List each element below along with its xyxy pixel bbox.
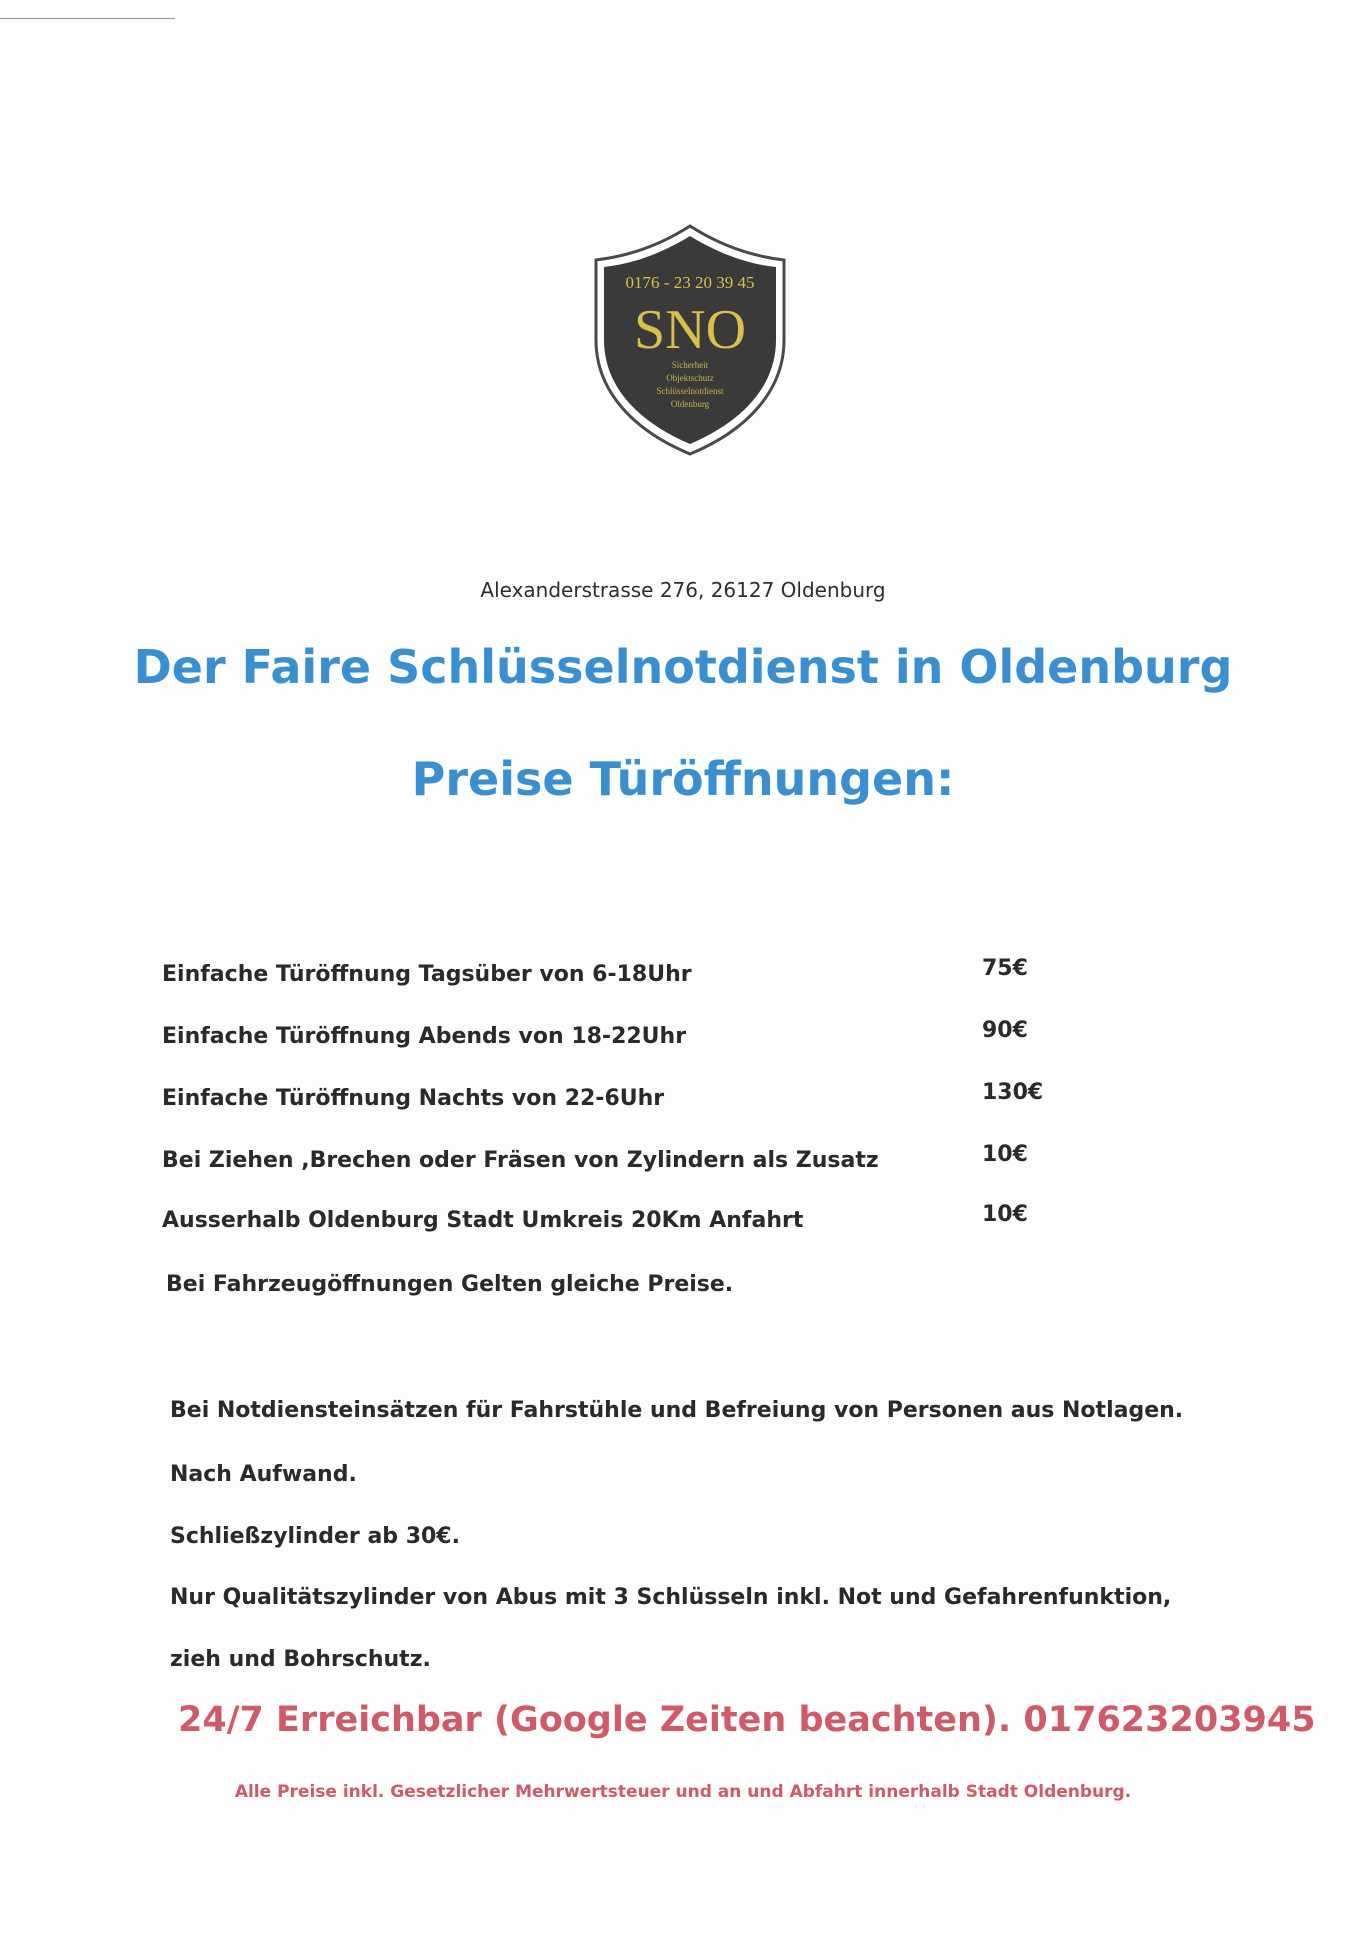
availability-phone: 24/7 Erreichbar (Google Zeiten beachten). 017623203945 <box>178 1700 1316 1740</box>
address: Alexanderstrasse 276, 26127 Oldenburg <box>480 578 886 602</box>
price-value: 130€ <box>982 1080 1044 1105</box>
logo-line-3: Schlüsselnotdienst <box>656 386 724 396</box>
scan-edge-line <box>0 18 175 19</box>
price-value: 10€ <box>982 1142 1028 1167</box>
price-row <box>162 956 1042 1002</box>
logo-initials: SNO <box>633 299 747 361</box>
logo-line-2: Objektschutz <box>666 373 714 383</box>
note-line: Schließzylinder ab 30€. <box>170 1524 460 1549</box>
price-section-title: Preise Türöffnungen: <box>411 752 955 806</box>
price-row <box>162 1202 1042 1248</box>
note-line: Bei Notdiensteinsätzen für Fahrstühle und Befreiung von Personen aus Notlagen. <box>170 1398 1184 1423</box>
logo-line-1: Sicherheit <box>671 360 709 370</box>
page-title: Der Faire Schlüsselnotdienst in Oldenburg <box>133 640 1233 694</box>
price-label: Einfache Türöffnung Tagsüber von 6-18Uhr <box>162 962 692 987</box>
note-line: Nur Qualitätszylinder von Abus mit 3 Schlüsseln inkl. Not und Gefahrenfunktion, <box>170 1585 1172 1610</box>
logo-phone: 0176 - 23 20 39 45 <box>625 273 755 292</box>
vehicle-note: Bei Fahrzeugöffnungen Gelten gleiche Preise. <box>166 1272 734 1297</box>
price-label: Einfache Türöffnung Nachts von 22-6Uhr <box>162 1086 665 1111</box>
footnote: Alle Preise inkl. Gesetzlicher Mehrwertsteuer und an und Abfahrt innerhalb Stadt Oldenburg. <box>234 1782 1132 1802</box>
price-label: Bei Ziehen ,Brechen oder Fräsen von Zylindern als Zusatz <box>162 1148 879 1173</box>
price-row <box>162 1142 1042 1188</box>
logo-line-4: Oldenburg <box>670 399 710 409</box>
price-label: Einfache Türöffnung Abends von 18-22Uhr <box>162 1024 687 1049</box>
price-value: 10€ <box>982 1202 1028 1227</box>
company-logo <box>590 222 790 458</box>
note-line: Nach Aufwand. <box>170 1462 357 1487</box>
price-row <box>162 1080 1044 1126</box>
shield-logo-icon <box>590 222 790 458</box>
price-label: Ausserhalb Oldenburg Stadt Umkreis 20Km Anfahrt <box>162 1208 804 1233</box>
note-line: zieh und Bohrschutz. <box>170 1647 431 1672</box>
price-value: 75€ <box>982 956 1028 981</box>
price-row <box>162 1018 1042 1064</box>
price-value: 90€ <box>982 1018 1028 1043</box>
